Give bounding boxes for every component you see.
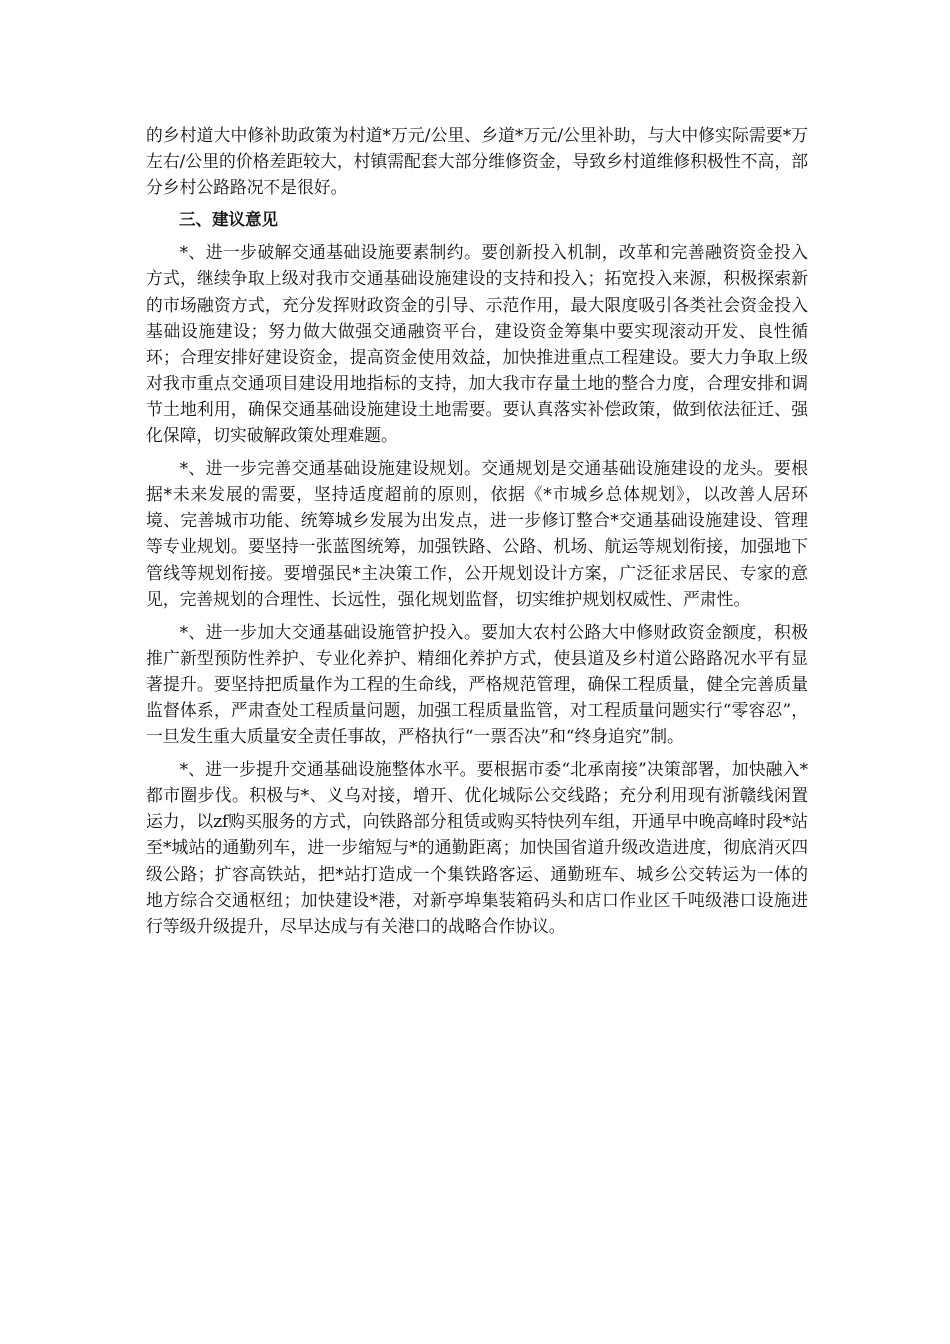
paragraph-factor-constraints: *、进一步破解交通基础设施要素制约。要创新投入机制，改革和完善融资资金投入方式，继续争取上级对我市交通基础设施建设的支持和投入；拓宽投入来源，积极探索新的市场融资方式，充分发挥财政资金的引导、示范作用，最大限度吸引各类社会资金投入基础设施建设；努力做大做强交通融资平台，建设资金筹集中要实现滚动开发、良性循环；合理安排好建设资金，提高资金使用效益，加快推进重点工程建设。要大力争取上级对我市重点交通项目建设用地指标的支持，加大我市存量土地的整合力度，合理安排和调节土地利用，确保交通基础设施建设土地需要。要认真落实补偿政策，做到依法征迁、强化保障，切实破解政策处理难题。 xyxy=(146,242,808,446)
continuation-paragraph: 的乡村道大中修补助政策为村道*万元/公里、乡道*万元/公里补助，与大中修实际需要*万左右/公里的价格差距较大，村镇需配套大部分维修资金，导致乡村道维修积极性不高，部分乡村公路路况不是很好。 xyxy=(146,125,808,198)
paragraph-maintenance: *、进一步加大交通基础设施管护投入。要加大农村公路大中修财政资金额度，积极推广新型预防性养护、专业化养护、精细化养护方式，使县道及乡村道公路路况水平有显著提升。要坚持把质量作为工程的生命线，严格规范管理，确保工程质量，健全完善质量监督体系，严肃查处工程质量问题，加强工程质量监管，对工程质量问题实行“零容忍”，一旦发生重大质量安全责任事故，严格执行“一票否决”和“终身追究”制。 xyxy=(146,621,808,747)
section-heading: 三、建议意见 xyxy=(179,210,278,230)
paragraph-overall-level: *、进一步提升交通基础设施整体水平。要根据市委“北承南接”决策部署，加快融入*都市圈步伐。积极与*、义乌对接，增开、优化城际公交线路；充分利用现有浙赣线闲置运力，以zf购买服务的方式，向铁路部分租赁或购买特快列车组，开通早中晚高峰时段*站至*城站的通勤列车，进一步缩短与*的通勤距离；加快国省道升级改造进度，彻底消灭四级公路；扩容高铁站，把*站打造成一个集铁路客运、通勤班车、城乡公交转运为一体的地方综合交通枢纽；加快建设*港，对新亭埠集装箱码头和店口作业区千吨级港口设施进行等级升级提升，尽早达成与有关港口的战略合作协议。 xyxy=(146,759,808,936)
paragraph-planning: *、进一步完善交通基础设施建设规划。交通规划是交通基础设施建设的龙头。要根据*未来发展的需要，坚持适度超前的原则，依据《*市城乡总体规划》，以改善人居环境、完善城市功能、统筹城乡发展为出发点，进一步修订整合*交通基础设施建设、管理等专业规划。要坚持一张蓝图统筹，加强铁路、公路、机场、航运等规划衔接，加强地下管线等规划衔接。要增强民*主决策工作，公开规划设计方案，广泛征求居民、专家的意见，完善规划的合理性、长远性，强化规划监督，切实维护规划权威性、严肃性。 xyxy=(146,458,808,609)
document-page xyxy=(146,122,808,946)
